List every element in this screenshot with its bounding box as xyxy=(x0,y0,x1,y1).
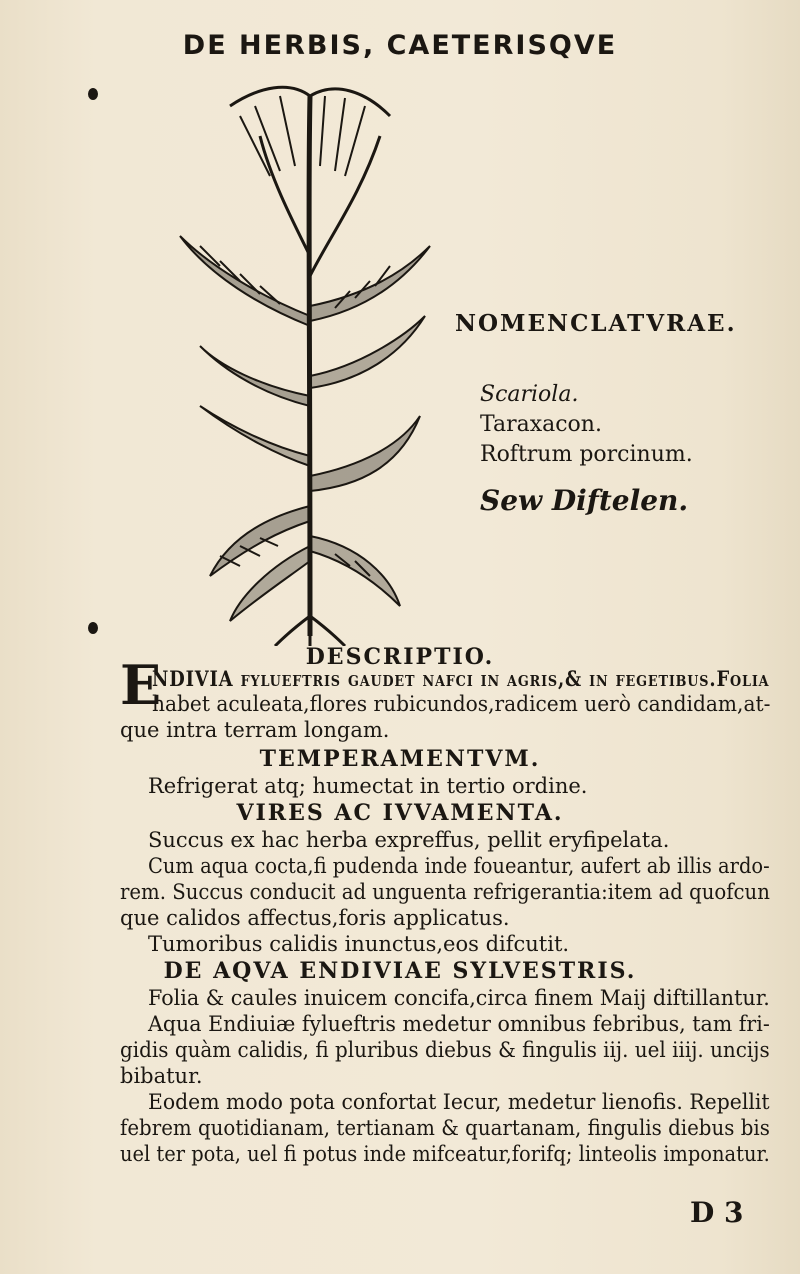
text-line: habet aculeata,flores rubicundos,radicem uerò candidam,at- xyxy=(152,692,771,716)
nomenclature-name: Roftrum porcinum. xyxy=(480,442,693,467)
text-line: Cum aqua cocta,fi pudenda inde foueantur, aufert ab illis ardo- xyxy=(148,854,770,878)
drop-cap: E xyxy=(120,653,162,717)
text-line: Refrigerat atq; humectat in tertio ordine. xyxy=(148,774,588,798)
margin-mark-icon xyxy=(88,88,98,100)
folio-signature: D 3 xyxy=(690,1196,744,1229)
text-line: gidis quàm calidis, fi pluribus diebus & fingulis iij. uel iiij. uncijs xyxy=(120,1038,770,1062)
running-head: DE HERBIS, CAETERISQVE xyxy=(182,30,618,61)
text-line: uel ter pota, uel fi potus inde mifceatur,forifq; linteolis imponatur. xyxy=(120,1142,770,1166)
text-line: rem. Succus conducit ad unguenta refrigerantia:item ad quofcun xyxy=(120,880,770,904)
text-line: Succus ex hac herba expreffus, pellit eryfipelata. xyxy=(148,828,670,852)
endive-woodcut-illustration xyxy=(160,76,460,646)
section-heading-temperamentum: TEMPERAMENTVM. xyxy=(259,746,541,772)
text-line: bibatur. xyxy=(120,1064,203,1088)
section-heading-aqua: DE AQVA ENDIVIAE SYLVESTRIS. xyxy=(163,958,637,984)
text-line: febrem quotidianam, tertianam & quartanam, fingulis diebus bis xyxy=(120,1116,770,1140)
text-line: que calidos affectus,foris applicatus. xyxy=(120,906,510,930)
nomenclature-list xyxy=(480,380,693,470)
section-heading-vires: VIRES AC IVVAMENTA. xyxy=(236,800,564,826)
text-line: Tumoribus calidis inunctus,eos difcutit. xyxy=(148,932,570,956)
text-line: NDIVIA fylueftris gaudet nafci in agris,& in fegetibus.Folia xyxy=(152,666,770,691)
text-line: que intra terram longam. xyxy=(120,718,390,742)
nomenclature-name: Taraxacon. xyxy=(480,412,602,437)
text-line: Aqua Endiuiæ fylueftris medetur omnibus febribus, tam fri- xyxy=(148,1012,770,1036)
margin-mark-icon xyxy=(88,622,98,634)
nomenclature-name: Scariola. xyxy=(480,382,579,407)
text-line: Eodem modo pota confortat Iecur, medetur lienofis. Repellit xyxy=(148,1090,770,1114)
text-line: Folia & caules inuicem concifa,circa finem Maij diftillantur. xyxy=(148,986,770,1010)
nomenclature-title: NOMENCLATVRAE. xyxy=(455,310,737,337)
section-heading-descriptio: DESCRIPTIO. xyxy=(305,644,495,670)
german-name: Sew Diftelen. xyxy=(480,484,689,517)
